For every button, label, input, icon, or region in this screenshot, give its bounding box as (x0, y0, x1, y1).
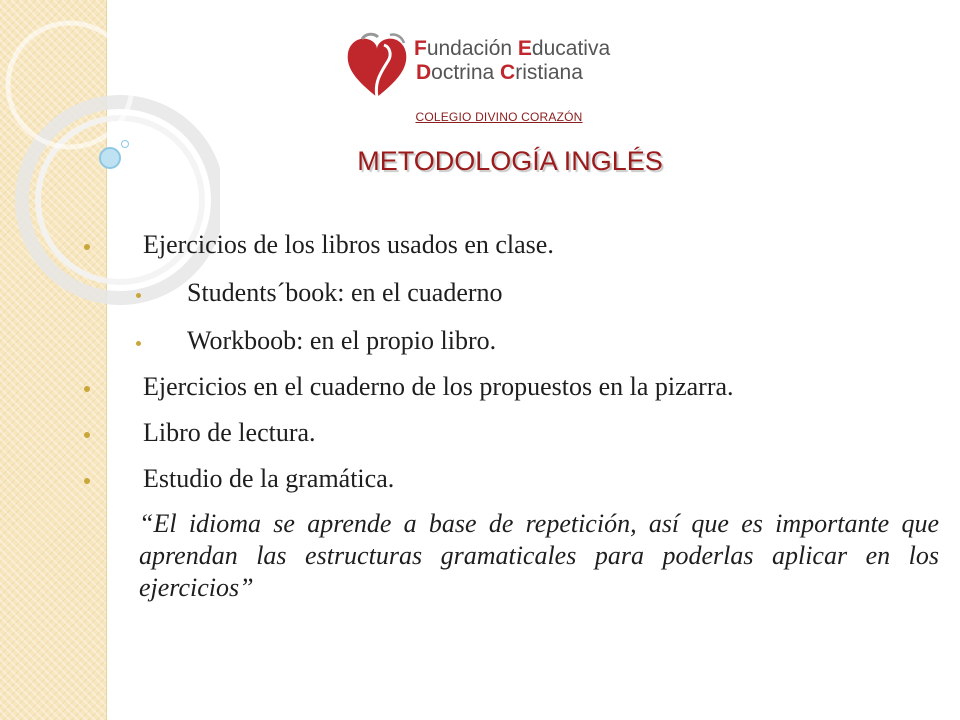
decorative-circles (0, 0, 220, 320)
logo-line-2 (414, 61, 610, 85)
logo-cap-e: E (517, 37, 532, 60)
bullet-dot (84, 478, 90, 484)
bullet-dot (84, 244, 90, 250)
logo-cap-c: C (500, 61, 516, 84)
logo-text (414, 37, 610, 85)
quote-paragraph: “El idioma se aprende a base de repetición, así que es importante que aprendan las estructuras gramaticales para poderlas aplicar en los ejercicios” (139, 509, 939, 602)
foundation-logo (344, 27, 634, 107)
blue-dot-small (122, 141, 129, 148)
bullet-text: Students´book: en el cuaderno (187, 278, 503, 307)
bullet-text: Estudio de la gramática. (143, 464, 395, 493)
bullet-dot (84, 386, 90, 392)
school-name: COLEGIO DIVINO CORAZÓN (415, 110, 583, 124)
logo-line-1 (414, 37, 610, 61)
bullet-text: Workboob: en el propio libro. (187, 326, 497, 355)
bullet-dot (136, 293, 141, 298)
bullet-dot (84, 432, 90, 438)
logo-text-part: octrina (431, 61, 501, 84)
bullet-text: Ejercicios en el cuaderno de los propuestos en la pizarra. (143, 372, 734, 401)
logo-text-part: ristiana (515, 61, 583, 84)
bullet-dot (136, 341, 141, 346)
bullet-text: Ejercicios de los libros usados en clase. (143, 230, 554, 259)
logo-cap-f: F (414, 37, 427, 60)
logo-text-part: ducativa (531, 37, 611, 60)
logo-text-part: undación (426, 37, 518, 60)
bullet-text: Libro de lectura. (143, 418, 316, 447)
heart-logo-icon (344, 31, 410, 101)
blue-dot-large (100, 148, 120, 168)
slide-title: METODOLOGÍA INGLÉS (357, 146, 663, 176)
logo-cap-d: D (416, 61, 432, 84)
